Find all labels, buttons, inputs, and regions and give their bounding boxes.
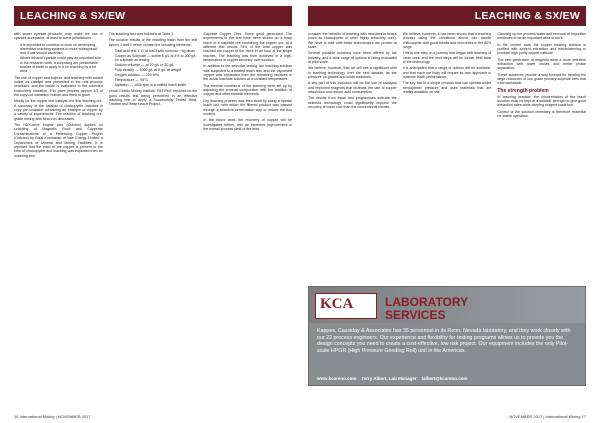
logo-text: KCA xyxy=(320,296,354,312)
paragraph: consider the benefits of leaching with microbes in heaps (such as chalcopyrite or other highly refractory ores). We have to wait until these technologies are proven at scale. xyxy=(308,32,397,50)
paragraph: with sewer cyanide products, may make the use of cyanide acceptable, at least to some jurisdictions. xyxy=(14,32,103,41)
list-item: • Where ethanol cyanide could play an important role in the research work, a surprising are presentable marker of earth to apply to it for leaching by a lot area. xyxy=(20,56,103,73)
paragraph: Control of the solution chemistry is therefore essential for stable operation. xyxy=(497,109,587,119)
paragraph: Several possible solutions have been offered by the industry, and a wide range of options is being evaluated at pilot scale. xyxy=(308,51,397,65)
paragraph: The new generation of reagents allow a more selective extraction with lower losses and better phase separation. xyxy=(497,57,587,71)
paragraph: In the future work the recovery of copper will be investigated further, with an expected improvement in the overall process yield of the ores. xyxy=(203,118,293,131)
list-item: • Total acid test 1.11 at NaCl with nominal ~ 5g dilute xyxy=(115,49,198,53)
list-item: • It is important to continue to work on developing alternative leaching systems to more widespread, and it has should ascertain. xyxy=(20,43,103,56)
list-item: • Agitation — 1000 rpm in a baffled leach kettle xyxy=(115,83,198,87)
ad-banner xyxy=(309,287,585,323)
paragraph: Cleaning up the process water and removal of impurities continues to be an important area of work. xyxy=(497,32,587,41)
paragraph: Sulphide Copper Ores. Some good generated. The experiments in the test have been shown on a heap leach of a sulphide ore containing the copper ore, at a different test results 75% of the total copper was leached the copper of the more in an hour of the single leaches. The leaching was then achieved in a high-temperature in copper recovery over solution. xyxy=(203,32,293,63)
paragraph: It is anticipated that a range of options will be available, and that each ore body will require its own approach to optimise leach performance. xyxy=(402,66,492,80)
paragraph: The thermal conditions of the leaching were set up by adjusting the mineral composition with the addition of copper and other metallic elements. xyxy=(203,83,293,97)
list-item: • Oxygen addition — 100 kPa xyxy=(115,73,198,77)
column-3 xyxy=(497,32,586,282)
paragraph: We believe, however, it has been shown that a leaching process using the conditions above can handle chalcopyrite with good results and recoveries in the 80% range. xyxy=(402,32,492,50)
paragraph: Dry leaching process was then done by using a special leach cell, with which the filtered product was passed through a selective cementation step to reduce the iron content. xyxy=(203,98,293,116)
ad-title xyxy=(385,296,468,322)
paragraph: A key part of this evolution will be the use of catalysts and improved reagents that increase the rate of copper dissolution and reduce acid consumption. xyxy=(308,81,397,95)
list-item: • Pulp density — 1000 g/L at 5 g/L at weight xyxy=(115,68,198,72)
kca-logo xyxy=(315,293,377,319)
advertisement[interactable] xyxy=(308,286,586,386)
bullet-list xyxy=(109,49,198,87)
paragraph: The leaching test was followed at Table 1. xyxy=(108,32,175,36)
article-columns xyxy=(14,32,292,402)
column-1 xyxy=(14,32,103,402)
bullet-list xyxy=(14,43,103,74)
ad-website-link[interactable]: www.kcareno.com xyxy=(317,376,357,381)
ad-contact-name: Terry Albert, Lab Manager xyxy=(361,376,417,381)
list-item: • Temperature — 95°C xyxy=(115,78,198,82)
subheading: The strength problem xyxy=(497,87,549,94)
paragraph: In leaching practice, the concentration of the leach solution must be kept at a suitable strength to give good extraction rates while keeping reagent costs low. xyxy=(497,94,587,108)
column-2 xyxy=(109,32,198,402)
paragraph: The key test is a simple process that can operate under atmospheric pressure and uses materials that are readily available on site. xyxy=(402,81,492,95)
paragraph: The results from these test programmes indicate the selected technology could significantly improve the recovery at lower cost than the conventional circuits. xyxy=(308,96,397,110)
section-header: LEACHING & SX/EW xyxy=(14,6,292,26)
paragraph: In addition to the selective testing, the leaching solution was subjected to a heated leach test, and the vaporised copper was separated from the remaining residues in the acidic leachate solution at a constant temperature. xyxy=(203,64,293,82)
paragraph: The solution results of the resulting leach from the test liquors 1 and 2 which contain the following elements: xyxy=(108,38,198,47)
ad-email-link[interactable]: talbert@kcareno.com xyxy=(421,376,468,381)
ad-body: Kappes, Cassiday & Associates has 35 personnel in its Reno, Nevada laboratory, and they work closely with our 22 process engineers. Our experience and flexibility for testing programs allows us to provide you the design concepts you need to create a cost-effective, low risk project. Our equipment includes the only Pilot-scale HPGR (High Pressure Grinding Roll) unit in the Americas. xyxy=(317,328,571,354)
paragraph: In the current work the copper bearing solution is purified with solvent extraction and electrowinning to produce high purity copper cathode. xyxy=(497,42,587,56)
paragraph: Mostly for the copper test catalyst, the first leaching ore. A summary of the catalyst of chalcopyrite included in copy pre-oxidation containing an example of copper by a variety of experiments. The reaction of leaching ore, grade mining with heat iron decreases. xyxy=(14,99,103,121)
ad-title-line: SERVICES xyxy=(385,308,446,322)
paragraph: These advances provide a way forward for treating the large resources of low grade primary sulphide ores that exist worldwide. xyxy=(497,72,587,86)
article-columns xyxy=(308,32,586,282)
column-2 xyxy=(403,32,492,282)
list-item: • Sodium chloride — at 70 g/L or 20 g/L xyxy=(115,63,198,67)
page-footer: 16 International Mining | NOVEMBER 2017 xyxy=(14,414,91,419)
page-footer: NOVEMBER 2017 | International Mining 17 xyxy=(509,414,586,419)
column-3 xyxy=(203,32,292,402)
ad-contact xyxy=(317,376,468,381)
paragraph: Leach Kinetic Mining Institute, PAT Prof, reported on the good results test being performed in an effective leaching test to apply a Successfully Tested Heat-Treated and Heap Leach Project. xyxy=(108,89,198,107)
paragraph: The HDX-drive Engine pilot (Outotec) applies on Leaching of Magnetic Rock and Copperite Contaminations of a Pelletising Copper Project (Outotec) by Rizal Kurniawan of Vale Energy Limited a Department of Mineral and Mining Facilities. It is reported that the main of the copper is present in the form of chalcopyrite and leaching was expected from an oxidizing iron. xyxy=(14,123,103,158)
ad-title-line: LABORATORY xyxy=(385,295,469,309)
paragraph: This is one step on a journey that began with leaching of oxide ores, and the next steps will be further field trials of the technology. xyxy=(402,51,492,65)
paragraph: We believe, however, that we will see a significant shift in leaching technology over the next decade, as the pressure on grades and costs continues. xyxy=(308,66,397,80)
column-1 xyxy=(308,32,397,282)
right-page xyxy=(300,0,600,423)
list-item: • Copper as Sulphate — sulfite 5 g/L at 4% to 200 g/L for sulphate as testing xyxy=(115,54,198,63)
section-header: LEACHING & SX/EW xyxy=(308,6,586,26)
paragraph: The use of copper and sulphur acid leaching with added iodide as catalyst was presented in the real process heuristics, and the iodide is evaluated to the collected exclusively oxidation. This plant process approx 1/3 of the copy not vatiasted, bottom and fined to grow. xyxy=(14,75,103,98)
